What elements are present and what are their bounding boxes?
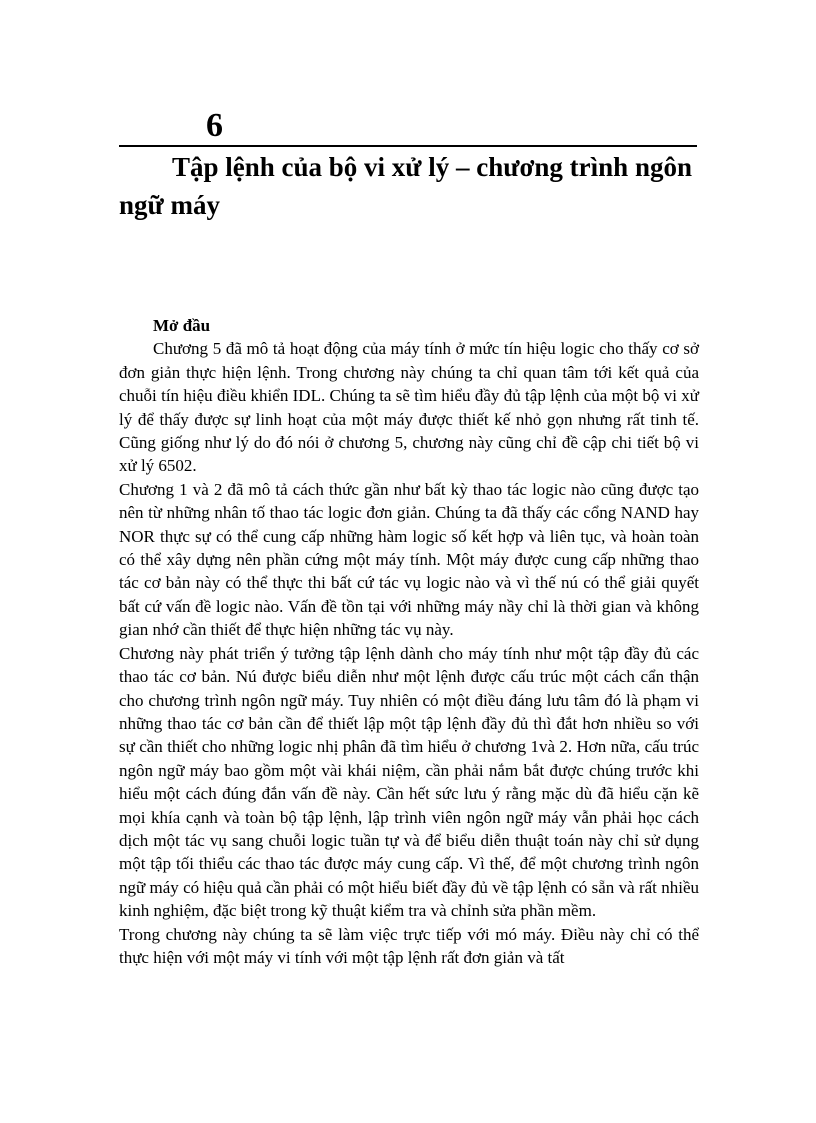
- paragraph: Chương 1 và 2 đã mô tả cách thức gần như bất kỳ thao tác logic nào cũng được tạo nên từ những nhân tố thao tác logic đơn giản. Chúng ta đã thấy các cổng NAND hay NOR thực sự có thể cung cấp những hàm logic số kết hợp và liên tục, và hoàn toàn có thể xây dựng nên phần cứng một máy tính. Một máy được cung cấp những thao tác cơ bản này có thể thực thi bất cứ tác vụ logic nào và vì thế nú có thể giải quyết bất cứ vấn đề logic nào. Vấn đề tồn tại với những máy nầy chỉ là thời gian và không gian nhớ cần thiết để thực hiện những tác vụ này.: [119, 479, 699, 640]
- chapter-number: 6: [206, 107, 223, 144]
- paragraph: Trong chương này chúng ta sẽ làm việc trực tiếp với mó máy. Điều này chỉ có thể thực hiện với một máy vi tính với một tập lệnh rất đơn giản và tất: [119, 924, 699, 967]
- chapter-title: [119, 148, 709, 224]
- section-heading: Mở đầu: [153, 316, 211, 335]
- paragraph: Chương 5 đã mô tả hoạt động của máy tính ở mức tín hiệu logic cho thấy cơ sở đơn giản thực hiện lệnh. Trong chương này chúng ta chỉ quan tâm tới kết quả của chuỗi tín hiệu điều khiển IDL. Chúng ta sẽ tìm hiểu đầy đủ tập lệnh của một bộ vi xử lý để thấy được sự linh hoạt của một máy được thiết kế nhỏ gọn nhưng rất tinh tế. Cũng giống như lý do đó nói ở chương 5, chương này cũng chỉ đề cập chi tiết bộ vi xử lý 6502.: [119, 339, 699, 476]
- chapter-title-text: Tập lệnh của bộ vi xử lý – chương trình ngôn ngữ máy: [119, 152, 692, 220]
- introduction-section: [119, 314, 699, 969]
- chapter-divider: [119, 145, 697, 147]
- paragraph: Chương này phát triển ý tưởng tập lệnh dành cho máy tính như một tập đầy đủ các thao tác cơ bản. Nú được biểu diễn như một lệnh được cấu trúc một cách cẩn thận cho chương trình ngôn ngữ máy. Tuy nhiên có một điều đáng lưu tâm đó là phạm vi những thao tác cơ bản cần để thiết lập một tập lệnh đầy đủ thì đắt hơn nhiều so với sự cần thiết cho những logic nhị phân đã tìm hiểu ở chương 1và 2. Hơn nữa, cấu trúc ngôn ngữ máy bao gồm một vài khái niệm, cần phải nắm bắt được chúng trước khi hiểu một cách đúng đắn vấn đề này. Cần hết sức lưu ý rằng mặc dù đã hiểu cặn kẽ mọi khía cạnh và toàn bộ tập lệnh, lập trình viên ngôn ngữ máy vẫn phải học cách dịch một tác vụ sang chuỗi logic tuần tự và để biểu diễn thuật toán này chỉ sử dụng một tập tối thiểu các thao tác được máy cung cấp. Vì thế, để một chương trình ngôn ngữ máy có hiệu quả cần phải có một hiểu biết đầy đủ về tập lệnh có sẵn và rất nhiều kinh nghiệm, đặc biệt trong kỹ thuật kiểm tra và chỉnh sửa phần mềm.: [119, 643, 699, 921]
